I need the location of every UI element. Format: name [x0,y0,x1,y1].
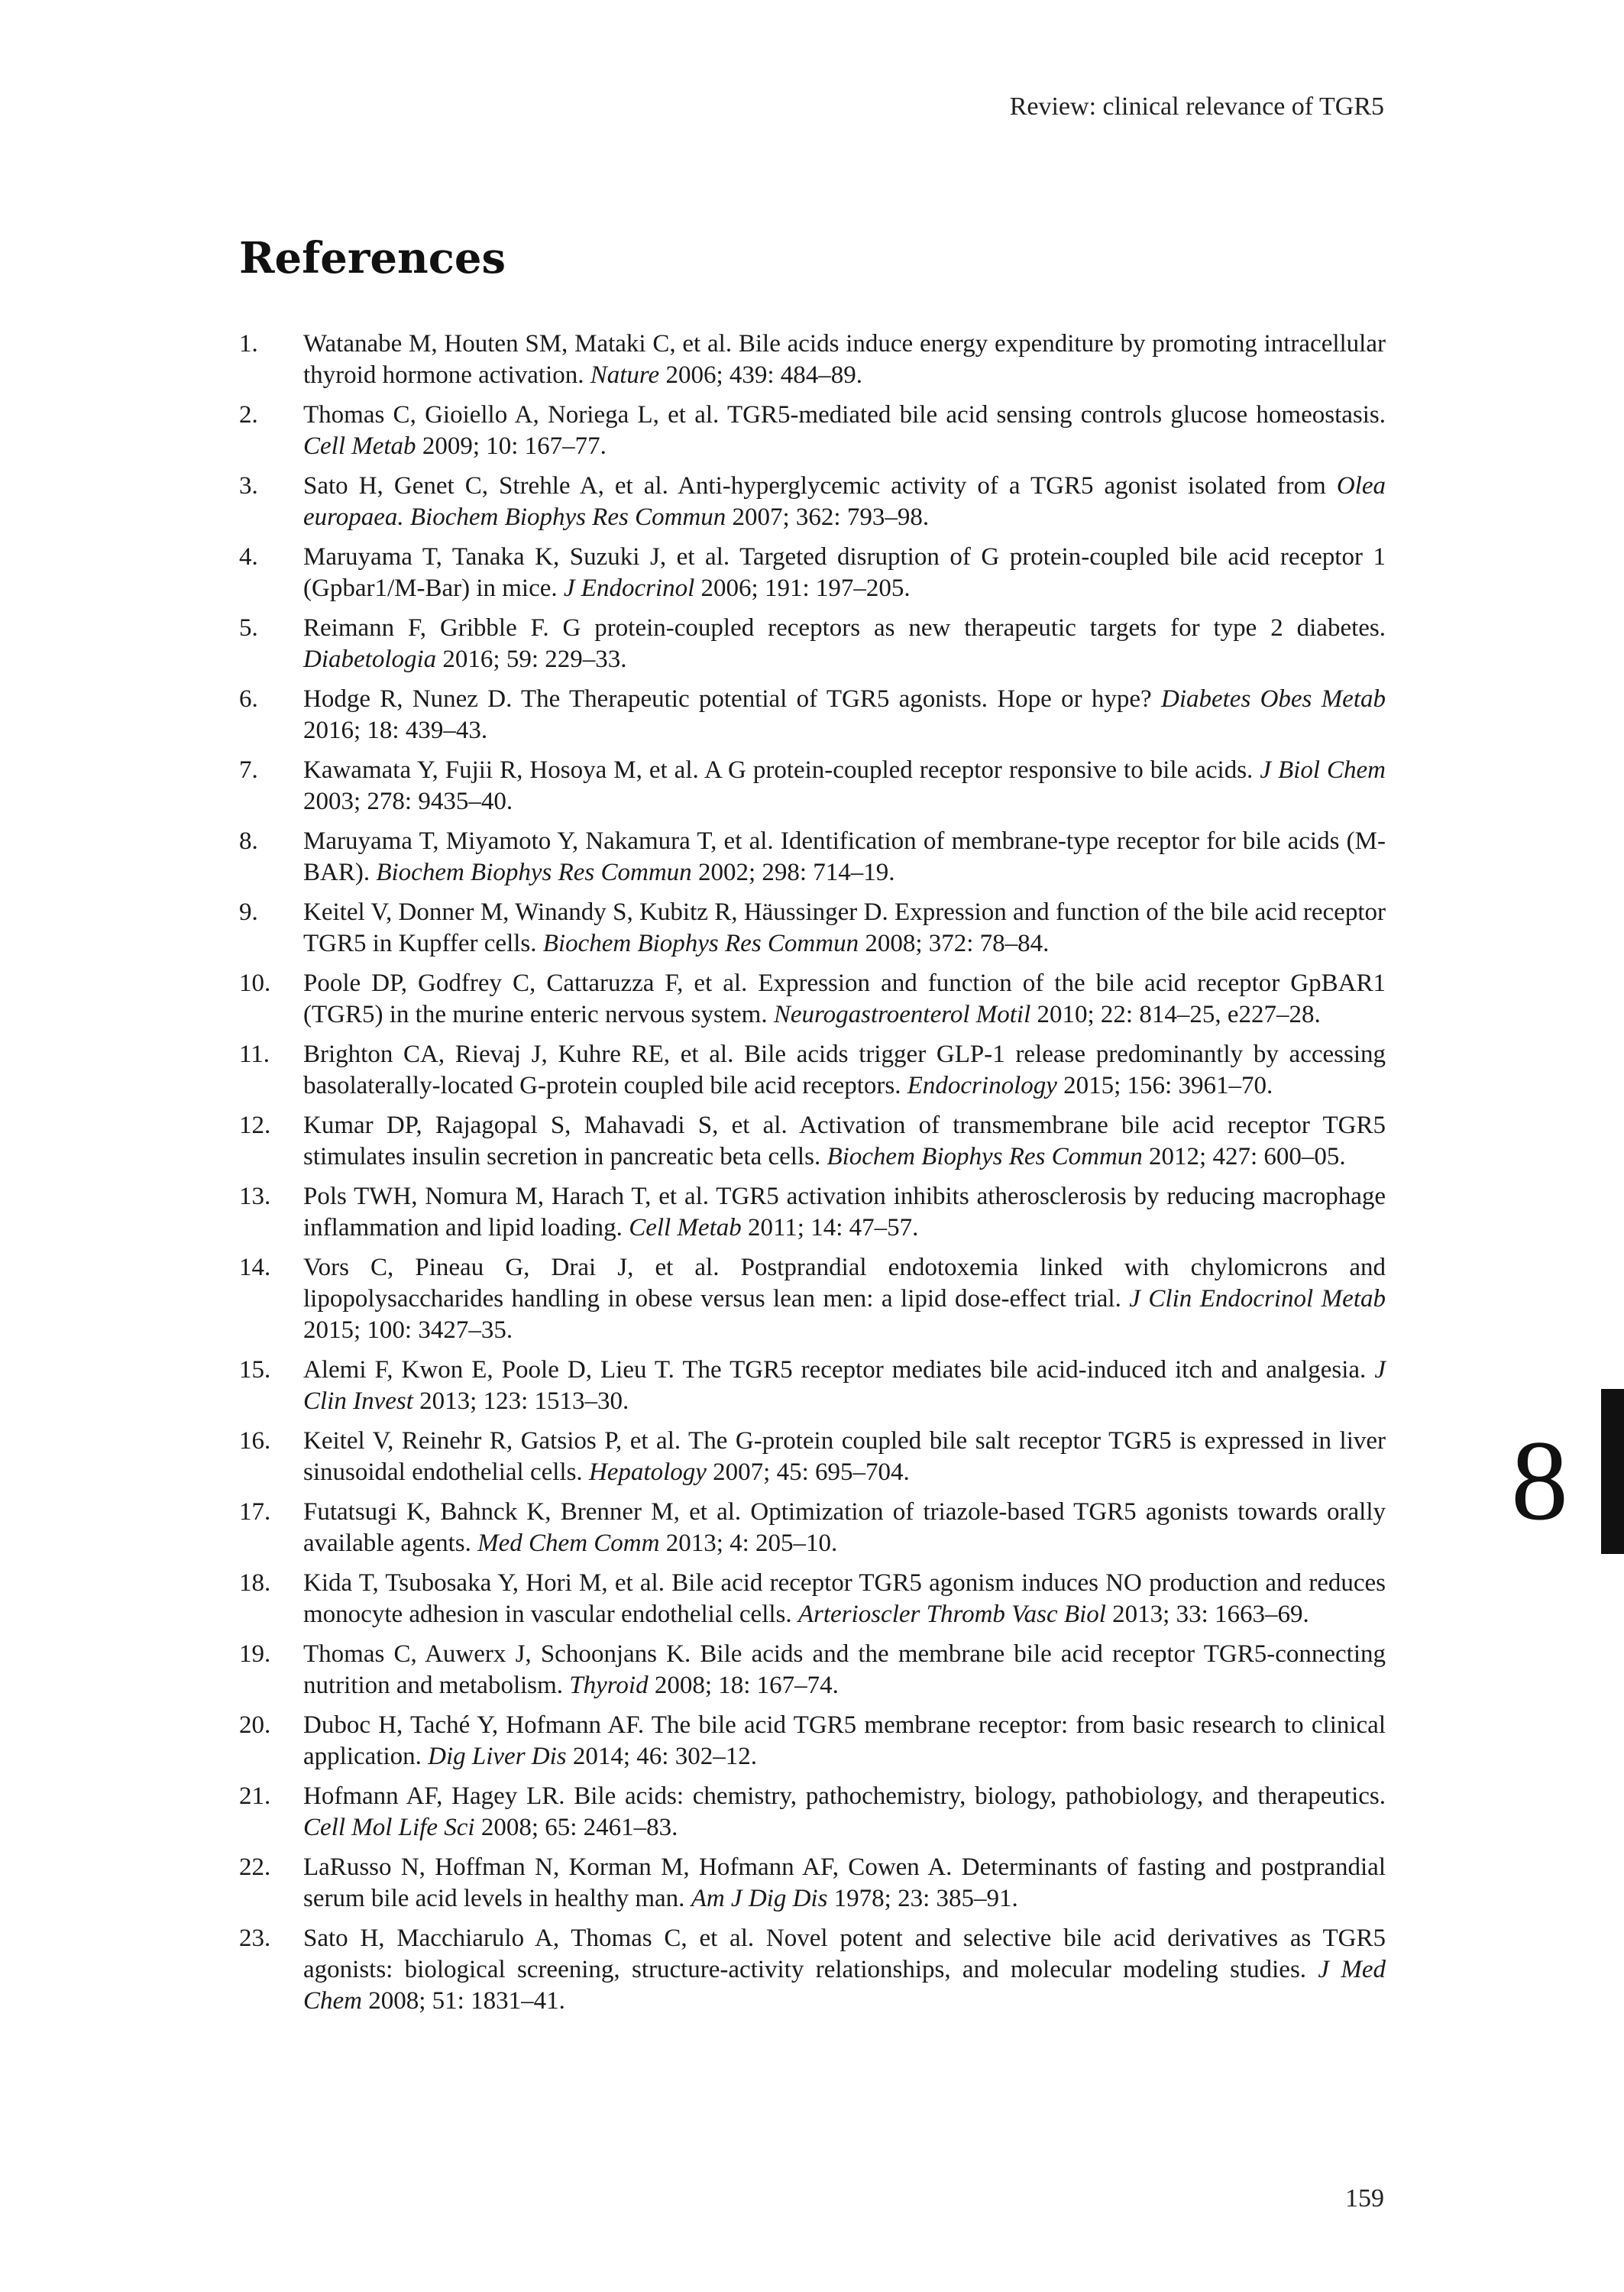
reference-text: Pols TWH, Nomura M, Harach T, et al. TGR5 activation inhibits atherosclerosis by reducing macrophage inflammation and lipid loading. [303,1183,1386,1242]
reference-number: 16. [239,1427,271,1455]
reference-item [239,1781,1386,1844]
reference-citation: 2009; 10: 167–77. [416,432,607,460]
reference-citation: 2010; 22: 814–25, e227–28. [1030,1001,1321,1028]
reference-number: 2. [239,401,258,429]
reference-citation: 2015; 100: 3427–35. [303,1316,513,1344]
reference-item [239,400,1386,462]
reference-journal: Biochem Biophys Res Commun [827,1143,1143,1170]
reference-journal: Cell Metab [629,1214,742,1242]
reference-journal: Am J Dig Dis [691,1885,828,1912]
reference-text: Reimann F, Gribble F. G protein-coupled receptors as new therapeutic targets for type 2 diabetes. [303,614,1386,642]
reference-text: Alemi F, Kwon E, Poole D, Lieu T. The TGR5 receptor mediates bile acid-induced itch and analgesia. [303,1356,1375,1384]
reference-journal: Endocrinology [907,1072,1057,1099]
reference-number: 23. [239,1925,271,1952]
reference-text: LaRusso N, Hoffman N, Korman M, Hofmann AF, Cowen A. Determinants of fasting and postprandial serum bile acid levels in healthy man. [303,1853,1386,1912]
reference-citation: 2012; 427: 600–05. [1142,1143,1346,1170]
page-number: 159 [1345,2184,1384,2213]
reference-item [239,1355,1386,1417]
reference-journal: Cell Mol Life Sci [303,1814,475,1841]
reference-citation: 2003; 278: 9435–40. [303,788,513,815]
reference-text: Thomas C, Auwerx J, Schoonjans K. Bile acids and the membrane bile acid receptor TGR5-connecting nutrition and metabolism. [303,1640,1386,1699]
reference-text: Kida T, Tsubosaka Y, Hori M, et al. Bile acid receptor TGR5 agonism induces NO production and reduces monocyte adhesion in vascular endothelial cells. [303,1569,1386,1628]
reference-text: Duboc H, Taché Y, Hofmann AF. The bile acid TGR5 membrane receptor: from basic research to clinical application. [303,1711,1386,1770]
reference-item [239,1497,1386,1559]
reference-number: 4. [239,543,258,571]
reference-text: Hofmann AF, Hagey LR. Bile acids: chemistry, pathochemistry, biology, pathobiology, and therapeutics. [303,1782,1386,1810]
reference-item [239,1568,1386,1630]
reference-item [239,1252,1386,1346]
reference-number: 6. [239,685,258,713]
reference-item [239,1110,1386,1173]
reference-citation: 2006; 439: 484–89. [659,361,863,389]
reference-text: Poole DP, Godfrey C, Cattaruzza F, et al. Expression and function of the bile acid receptor GpBAR1 (TGR5) in the murine enteric nervous system. [303,970,1386,1028]
reference-journal: Med Chem Comm [477,1530,660,1557]
reference-journal: Arterioscler Thromb Vasc Biol [797,1601,1106,1628]
reference-item [239,1181,1386,1244]
reference-item [239,329,1386,391]
reference-citation: 2013; 123: 1513–30. [412,1387,629,1415]
reference-citation: 2015; 156: 3961–70. [1056,1072,1273,1099]
reference-citation: 2008; 51: 1831–41. [362,1987,565,2015]
reference-journal: J Endocrinol [563,575,695,602]
reference-journal: J Med Chem [303,1956,1386,2015]
reference-number: 19. [239,1640,271,1668]
reference-citation: 2013; 33: 1663–69. [1105,1601,1309,1628]
reference-item [239,613,1386,675]
reference-number: 22. [239,1853,271,1881]
reference-number: 7. [239,756,258,784]
reference-citation: 1978; 23: 385–91. [827,1885,1018,1912]
reference-text: Sato H, Genet C, Strehle A, et al. Anti-hyperglycemic activity of a TGR5 agonist isolated from [303,472,1337,500]
chapter-number: 8 [1511,1417,1568,1544]
reference-text: Thomas C, Gioiello A, Noriega L, et al. TGR5-mediated bile acid sensing controls glucose homeostasis. [303,401,1386,429]
reference-text: Hodge R, Nunez D. The Therapeutic potential of TGR5 agonists. Hope or hype? [303,685,1161,713]
reference-journal: Cell Metab [303,432,416,460]
reference-text: Keitel V, Donner M, Winandy S, Kubitz R, Häussinger D. Expression and function of the bile acid receptor TGR5 in Kupffer cells. [303,898,1386,957]
reference-journal: Nature [590,361,660,389]
reference-journal: J Clin Endocrinol Metab [1129,1285,1386,1313]
reference-journal: Diabetologia [303,646,437,673]
reference-citation: 2014; 46: 302–12. [566,1743,757,1770]
reference-item [239,542,1386,604]
reference-number: 14. [239,1254,271,1281]
reference-journal: Diabetes Obes Metab [1160,685,1386,713]
reference-item [239,1852,1386,1915]
reference-journal: J Clin Invest [303,1356,1386,1415]
reference-number: 20. [239,1711,271,1739]
reference-citation: 2006; 191: 197–205. [694,575,911,602]
reference-journal: Dig Liver Dis [428,1743,567,1770]
reference-item [239,1923,1386,2017]
reference-item [239,471,1386,533]
reference-number: 3. [239,472,258,500]
reference-item [239,826,1386,889]
reference-number: 18. [239,1569,271,1597]
reference-item [239,968,1386,1031]
reference-citation: 2007; 362: 793–98. [726,503,930,531]
reference-item [239,1039,1386,1102]
reference-number: 12. [239,1112,271,1139]
reference-text: Keitel V, Reinehr R, Gatsios P, et al. The G-protein coupled bile salt receptor TGR5 is expressed in liver sinusoidal endothelial cells. [303,1427,1386,1486]
reference-item [239,1426,1386,1488]
reference-citation: 2011; 14: 47–57. [741,1214,919,1242]
reference-list [239,329,1386,2025]
reference-citation: 2016; 18: 439–43. [303,717,488,744]
reference-text: Kumar DP, Rajagopal S, Mahavadi S, et al. Activation of transmembrane bile acid receptor TGR5 stimulates insulin secretion in pancreatic beta cells. [303,1112,1386,1170]
reference-text: Kawamata Y, Fujii R, Hosoya M, et al. A G protein-coupled receptor responsive to bile acids. [303,756,1260,784]
reference-journal: Thyroid [569,1672,649,1699]
reference-text: Futatsugi K, Bahnck K, Brenner M, et al. Optimization of triazole-based TGR5 agonists towards orally available agents. [303,1498,1386,1557]
reference-item [239,897,1386,960]
reference-number: 5. [239,614,258,642]
reference-citation: 2007; 45: 695–704. [706,1458,910,1486]
reference-item [239,684,1386,746]
reference-number: 10. [239,970,271,997]
reference-journal: J Biol Chem [1260,756,1386,784]
reference-number: 1. [239,330,258,358]
reference-citation: 2013; 4: 205–10. [659,1530,838,1557]
reference-journal: Hepatology [588,1458,707,1486]
reference-item [239,1639,1386,1701]
reference-number: 11. [239,1041,270,1068]
reference-number: 8. [239,827,258,855]
running-head: Review: clinical relevance of TGR5 [1009,92,1384,121]
reference-text: Maruyama T, Miyamoto Y, Nakamura T, et al. Identification of membrane-type receptor for bile acids (M-BAR). [303,827,1386,886]
reference-text: Vors C, Pineau G, Drai J, et al. Postprandial endotoxemia linked with chylomicrons and lipopolysaccharides handling in obese versus lean men: a lipid dose-effect trial. [303,1254,1386,1313]
reference-number: 13. [239,1183,271,1210]
reference-number: 15. [239,1356,271,1384]
reference-citation: 2002; 298: 714–19. [691,859,895,886]
reference-item [239,1710,1386,1772]
reference-citation: 2008; 65: 2461–83. [474,1814,678,1841]
reference-text: Maruyama T, Tanaka K, Suzuki J, et al. Targeted disruption of G protein-coupled bile acid receptor 1 (Gpbar1/M-Bar) in mice. [303,543,1386,602]
reference-journal: Biochem Biophys Res Commun [376,859,692,886]
reference-number: 21. [239,1782,271,1810]
references-heading: References [239,233,506,283]
reference-journal: Olea europaea. Biochem Biophys Res Commun [303,472,1386,531]
reference-journal: Neurogastroenterol Motil [773,1001,1031,1028]
reference-number: 17. [239,1498,271,1526]
reference-text: Sato H, Macchiarulo A, Thomas C, et al. Novel potent and selective bile acid derivatives as TGR5 agonists: biological screening, structure-activity relationships, and molecular modeling studies. [303,1925,1386,1983]
reference-journal: Biochem Biophys Res Commun [542,930,859,957]
reference-text: Watanabe M, Houten SM, Mataki C, et al. Bile acids induce energy expenditure by promoting intracellular thyroid hormone activation. [303,330,1386,389]
reference-text: Brighton CA, Rievaj J, Kuhre RE, et al. Bile acids trigger GLP-1 release predominantly by accessing basolaterally-located G-protein coupled bile acid receptors. [303,1041,1386,1099]
reference-citation: 2008; 18: 167–74. [648,1672,839,1699]
reference-item [239,755,1386,817]
reference-citation: 2008; 372: 78–84. [859,930,1050,957]
reference-citation: 2016; 59: 229–33. [436,646,627,673]
reference-number: 9. [239,898,258,926]
chapter-tab-bar [1601,1389,1624,1554]
